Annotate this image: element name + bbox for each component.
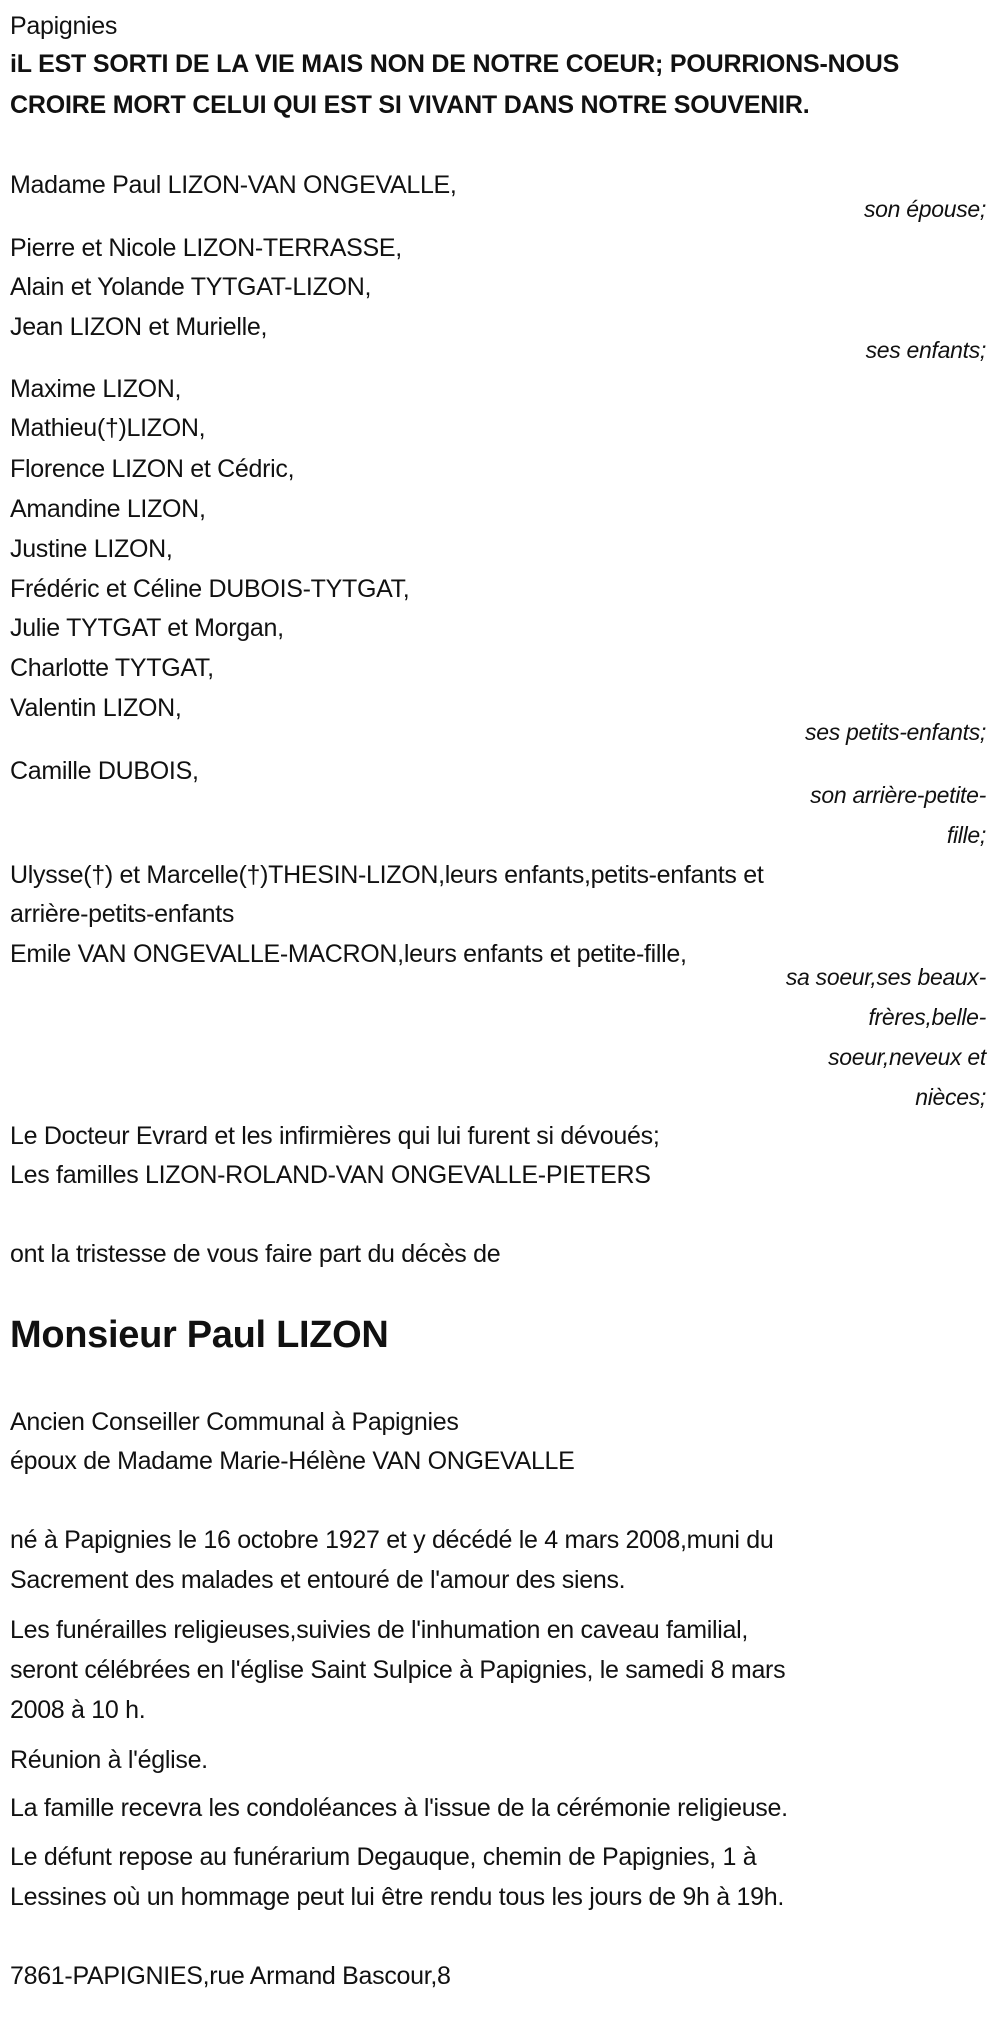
grandchild-name: Amandine LIZON,	[10, 495, 206, 523]
others-line: Le Docteur Evrard et les infirmières qui lui furent si dévoués;	[10, 1122, 660, 1150]
sibling-line: Ulysse(†) et Marcelle(†)THESIN-LIZON,leurs enfants,petits-enfants et	[10, 861, 764, 889]
grandchild-name: Maxime LIZON,	[10, 375, 182, 403]
great-grandchild-name: Camille DUBOIS,	[10, 757, 199, 785]
spouse-name: Madame Paul LIZON-VAN ONGEVALLE,	[10, 171, 457, 199]
grandchild-name: Julie TYTGAT et Morgan,	[10, 614, 284, 642]
deceased-name: Monsieur Paul LIZON	[10, 1314, 389, 1356]
grandchildren-role: ses petits-enfants;	[805, 719, 986, 745]
siblings-role-line: nièces;	[915, 1084, 986, 1110]
siblings-role-line: sa soeur,ses beaux-	[785, 964, 986, 990]
birth-death-line: né à Papignies le 16 octobre 1927 et y décédé le 4 mars 2008,muni du	[10, 1526, 774, 1554]
condolences-text: La famille recevra les condoléances à l'issue de la cérémonie religieuse.	[10, 1794, 788, 1822]
announcement-text: ont la tristesse de vous faire part du décès de	[10, 1240, 501, 1268]
siblings-role-line: frères,belle-	[868, 1004, 986, 1030]
grandchild-name: Charlotte TYTGAT,	[10, 654, 214, 682]
grandchild-name: Frédéric et Céline DUBOIS-TYTGAT,	[10, 575, 410, 603]
birth-death-line: Sacrement des malades et entouré de l'amour des siens.	[10, 1566, 626, 1594]
motto-line-2: CROIRE MORT CELUI QUI EST SI VIVANT DANS NOTRE SOUVENIR.	[10, 91, 810, 119]
grandchild-name: Florence LIZON et Cédric,	[10, 455, 295, 483]
others-line: Les familles LIZON-ROLAND-VAN ONGEVALLE-PIETERS	[10, 1161, 651, 1189]
funeral-line: 2008 à 10 h.	[10, 1696, 146, 1724]
sibling-line: arrière-petits-enfants	[10, 900, 235, 928]
funeral-line: seront célébrées en l'église Saint Sulpice à Papignies, le samedi 8 mars	[10, 1656, 786, 1684]
grandchild-name: Justine LIZON,	[10, 535, 173, 563]
grandchild-name: Mathieu(†)LIZON,	[10, 414, 206, 442]
meeting-text: Réunion à l'église.	[10, 1746, 208, 1774]
motto-line-1: iL EST SORTI DE LA VIE MAIS NON DE NOTRE COEUR; POURRIONS-NOUS	[10, 50, 900, 78]
great-grandchild-role-line-1: son arrière-petite-	[810, 782, 986, 808]
address-text: 7861-PAPIGNIES,rue Armand Bascour,8	[10, 1962, 451, 1990]
funeral-line: Les funérailles religieuses,suivies de l'inhumation en caveau familial,	[10, 1616, 749, 1644]
deceased-title: Ancien Conseiller Communal à Papignies	[10, 1408, 459, 1436]
rest-line: Lessines où un hommage peut lui être rendu tous les jours de 9h à 19h.	[10, 1883, 784, 1911]
child-name: Pierre et Nicole LIZON-TERRASSE,	[10, 234, 402, 262]
child-name: Alain et Yolande TYTGAT-LIZON,	[10, 273, 372, 301]
grandchild-name: Valentin LIZON,	[10, 694, 182, 722]
child-name: Jean LIZON et Murielle,	[10, 313, 268, 341]
siblings-role-line: soeur,neveux et	[828, 1044, 986, 1070]
spouse-role: son épouse;	[863, 196, 986, 222]
deceased-spouse: époux de Madame Marie-Hélène VAN ONGEVALLE	[10, 1447, 575, 1475]
children-role: ses enfants;	[865, 337, 986, 363]
sibling-line: Emile VAN ONGEVALLE-MACRON,leurs enfants et petite-fille,	[10, 940, 687, 968]
great-grandchild-role-line-2: fille;	[946, 822, 986, 848]
place-heading: Papignies	[10, 12, 118, 40]
rest-line: Le défunt repose au funérarium Degauque, chemin de Papignies, 1 à	[10, 1843, 757, 1871]
